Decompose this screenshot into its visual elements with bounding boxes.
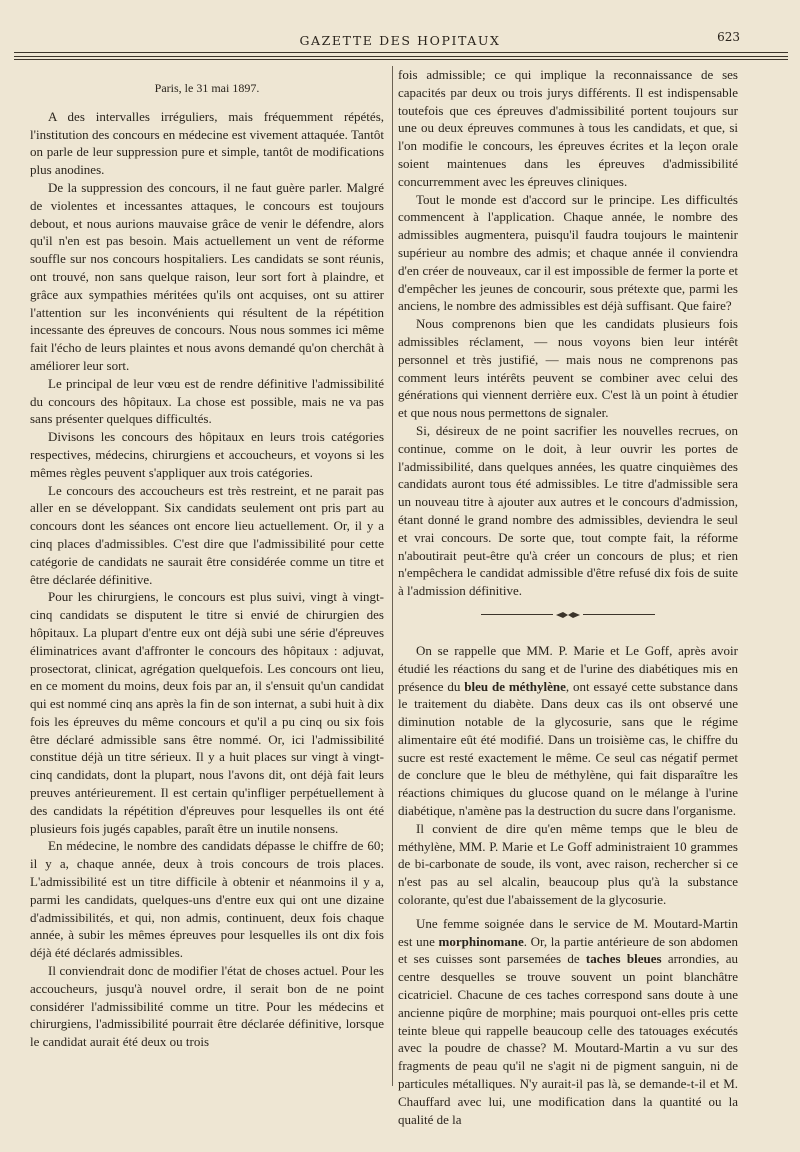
page-number: 623 [717,30,740,44]
bold-term: morphinomane [438,933,524,949]
left-column [30,66,384,1086]
separator-line-right [583,614,655,615]
column-divider [392,66,393,1086]
separator-line-left [481,614,553,615]
paragraph: Si, désireux de ne point sacrifier les nouvelles recrues, on continue, comme on le doit, à leur ouvrir les portes de l'admissibilité, dans quelques années, les quatre cinquièmes des candidats auront tous été admissibles. Le titre d'admissible sera un nouveau titre à ajouter aux autres et le concours d'admission, étant donné le grand nombre des admissibles, deviendra le seul et vrai concours. De sorte que, tout compte fait, la réforme n'aboutirait peut-être qu'à créer un concours de plus; et rien n'empêchera le candidat admissible d'être refusé dix fois de suite à l'admission définitive. [398,422,738,599]
paragraph: Le concours des accoucheurs est très restreint, et ne parait pas aller en se développant. Six candidats seulement ont pris part au concours dont les séances ont encore lieu actuellement. Or, il y a cinq places d'admissibles. C'est dire que l'admissibilité pour cette catégorie de candidats ne saurait être considérée comme un titre et être déclarée définitive. [30,482,384,587]
bold-term: bleu de méthylène [464,678,566,694]
section-separator [398,602,738,628]
article-paragraph: Il convient de dire qu'en même temps que le bleu de méthylène, MM. P. Marie et Le Goff administraient 10 grammes de bi-carbonate de soude, ils vont, avec raison, rechercher si ce n'est pas au sel alcalin, beaucoup plus qu'à la substance colorante, qu'est due l'abaissement de la glycosurie. [398,820,738,908]
paragraph: Il conviendrait donc de modifier l'état de choses actuel. Pour les accoucheurs, jusqu'à nouvel ordre, il serait bon de ne point considérer l'admissibilité comme un titre. Pour les médecins et chirurgiens, l'admissibilité pourrait être déclarée définitive, lorsque le candidat aurait été deux ou trois [30,963,384,1050]
bold-term: taches bleues [585,951,662,967]
page-header-title: GAZETTE DES HOPITAUX [299,33,501,48]
article-paragraph: On se rappelle que MM. P. Marie et Le Goff, après avoir étudié les réactions du sang et de l'urine des diabétiques mis en présence du bleu de méthylène, ont essayé cette substance dans le traitement du diabète. Dans deux cas ils ont observé une diminution notable de la glycosurie, sans que le régime alimentaire eût été modifié. Dans un troisième cas, le chiffre du sucre est resté exactement le même. Ce seul cas négatif permet de conclure que le bleu de méthylène, qui fait disparaître les réactions chimiques du glucose quand on le mélange à l'urine diabétique, n'amène pas la destruction du sucre dans l'organisme. [398,642,738,819]
right-column [398,66,738,1127]
paragraph: Tout le monde est d'accord sur le principe. Les difficultés commencent à l'application. Chaque année, le nombre des admissibles augmentera, puisqu'il faudra toujours le maintenir supérieur au nombre des admis; et chaque année il conviendra d'en créer de nouveaux, car il est impossible de fermer la porte et d'empêcher les jeunes de concourir, sous prétexte que, parmi les anciens, le nombre des admissibles est déjà suffisant. Que faire? [398,191,738,314]
continued-paragraph: fois admissible; ce qui implique la reconnaissance de ses capacités par deux ou trois jurys différents. Il est indispensable toutefois que ces épreuves d'admissibilité portent toujours sur une ou deux épreuves communes à tous les candidats, et que, si l'on modifie le concours, les épreuves écrites et la leçon orale soient maintenues dans les épreuves d'admissibilité concurremment avec les épreuves cliniques. [398,67,738,189]
paragraph: Pour les chirurgiens, le concours est plus suivi, vingt à vingt-cinq candidats se disputent le titre si envié de chirurgien des hôpitaux. La plupart d'entre eux ont déjà subi une série d'épreuves éliminatrices avant d'affronter le concours des hôpitaux : adjuvat, prosectorat, clinicat, agrégation quelquefois. Les concours ont lieu, en ce moment du moins, deux fois par an, il s'ensuit qu'un candidat qui est nommé cinq ans après la fin de son internat, a subi huit à dix fois les épreuves du même concours et qu'il a pu cinq ou six fois être déclaré admissible sans être nommé. Or, ici l'admissibilité constitue déjà un titre sérieux. Il y a huit places sur vingt à vingt-cinq candidats, dont la plupart, nous l'avons dit, ont déjà fait leurs preuves antérieurement. Il est certain qu'infliger perpétuellement à des candidats la répétition d'épreuves pour lesquelles ils ont été plusieurs fois jugés capables, paraît être un inutile nonsens. [30,589,384,836]
ornament-icon [555,611,581,619]
article-paragraph: Une femme soignée dans le service de M. Moutard-Martin est une morphinomane. Or, la partie antérieure de son abdomen et ses cuisses sont parsemées de taches bleues arrondies, au centre desquelles se trouve souvent un point blanchâtre cicatriciel. Chacune de ces taches correspond sans doute à une ancienne piqûre de morphine; mais pourquoi ont-elles pris cette teinte bleue qui rappelle beaucoup celle des tatouages exécutés avec la poudre de chasse? M. Moutard-Martin a vu sur des fragments de peau qu'il ne s'agit ni de pigment sanguin, ni de particules métalliques. N'y aurait-il pas là, se demande-t-il et M. Chauffard avec lui, une modification dans la quantité ou la qualité de la [398,915,738,1127]
dateline: Paris, le 31 mai 1897. [154,81,260,95]
paragraph: A des intervalles irréguliers, mais fréquemment répétés, l'institution des concours en médecine est vivement attaquée. Tantôt on parle de leur suppression pure et simple, tantôt de modifications plus anodines. [30,108,384,178]
header-rule-bottom [14,59,788,60]
paragraph: Nous comprenons bien que les candidats plusieurs fois admissibles réclament, — nous voyons bien leur intérêt personnel et très justifié, — mais nous ne comprenons pas comment leurs intérêts peuvent se combiner avec celui des générations qui viennent derrière eux. C'est là un point à étudier et que nous nous permettons de signaler. [398,316,738,421]
header-rule-top [14,52,788,53]
paragraph: De la suppression des concours, il ne faut guère parler. Malgré de violentes et incessantes attaques, le concours est toujours debout, et nous aurions mauvaise grâce de venir le défendre, alors qu'il n'en est pas besoin. Mais actuellement un vent de réforme souffle sur nos concours hospitaliers. Les candidats se sont réunis, ont trouvé, non sans quelque raison, leur sort fort à plaindre, et grâce aux sympathies méritées qu'ils ont acquises, ont su attirer l'attention sur les inconvénients qui résultent de la répétition incessante des épreuves de concours. Nous nous sommes ici même fait l'écho de leurs plaintes et nous avons demandé qu'on cherchât à améliorer leur sort. [30,179,384,373]
paragraph: En médecine, le nombre des candidats dépasse le chiffre de 60; il y a, chaque année, deux à trois concours de trois places. L'admissibilité est un titre difficile à obtenir et néanmoins il y a, parmi les candidats, quelques-uns d'entre eux qui ont une dizaine d'admissibilités, et qui, non admis, continuent, deux fois chaque année, à subir les mêmes épreuves pour lesquelles ils ont dix fois déjà été déclarés admissibles. [30,838,384,961]
header-rule-middle [14,56,788,57]
paragraph: Le principal de leur vœu est de rendre définitive l'admissibilité du concours des hôpitaux. La chose est possible, mais ne va pas sans présenter quelques difficultés. [30,375,384,427]
paragraph: Divisons les concours des hôpitaux en leurs trois catégories respectives, médecins, chirurgiens et accoucheurs, et voyons si les mêmes règles peuvent s'appliquer aux trois catégories. [30,429,384,480]
